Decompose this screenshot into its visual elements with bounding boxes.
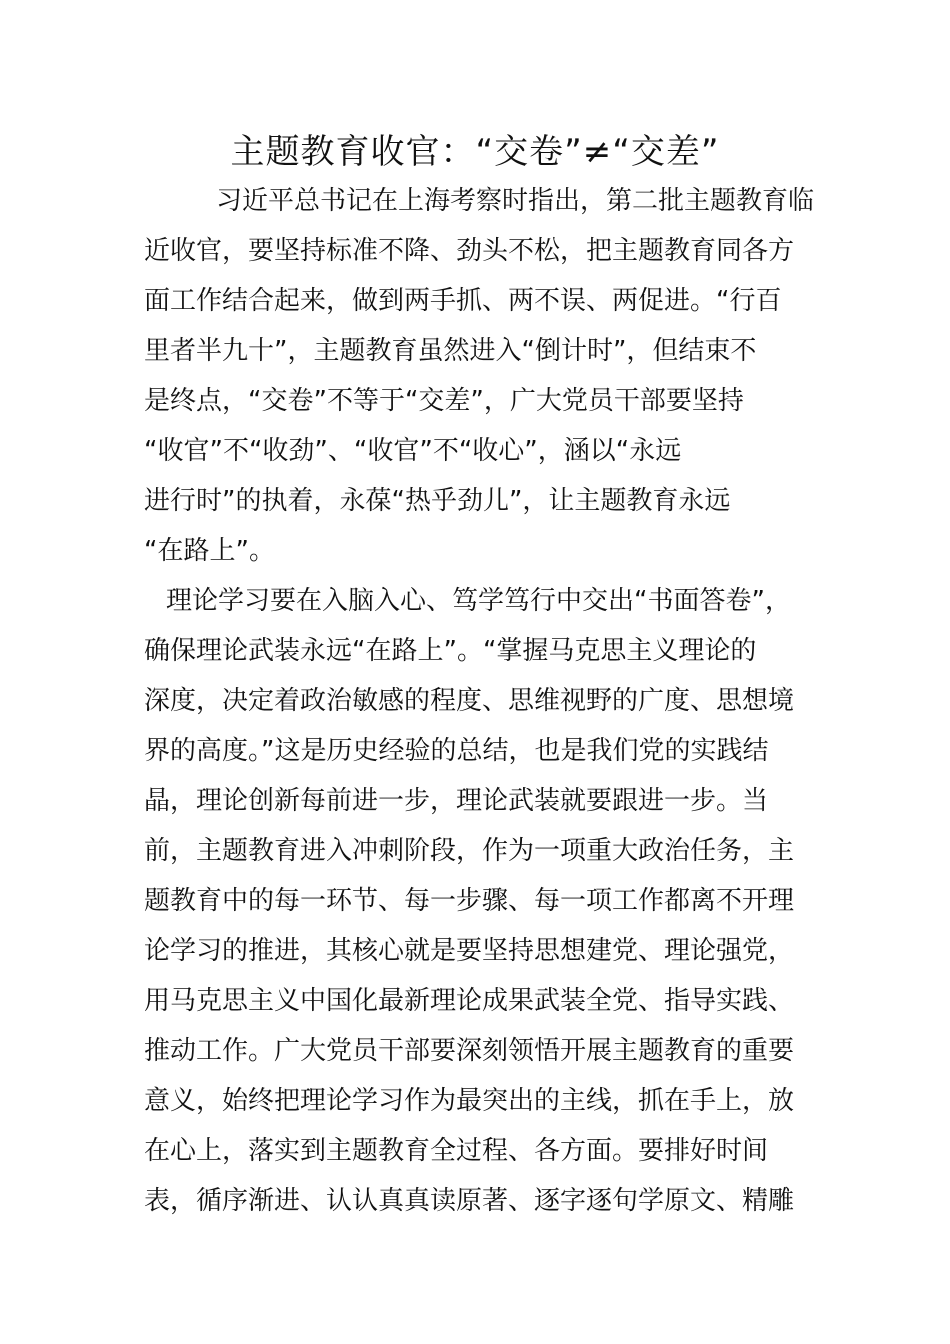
text-line: 里者半九十”，主题教育虽然进入“倒计时”，但结束不 bbox=[144, 336, 757, 366]
text-line: 在心上，落实到主题教育全过程、各方面。要排好时间 bbox=[144, 1136, 769, 1166]
text-line: 理论学习要在入脑入心、笃学笃行中交出“书面答卷”， bbox=[166, 586, 791, 616]
text-line: 用马克思主义中国化最新理论成果武装全党、指导实践、 bbox=[144, 986, 795, 1016]
text-line: 前，主题教育进入冲刺阶段，作为一项重大政治任务，主 bbox=[144, 836, 795, 866]
text-line: 深度，决定着政治敏感的程度、思维视野的广度、思想境 bbox=[144, 686, 795, 716]
text-line: 意义，始终把理论学习作为最突出的主线，抓在手上，放 bbox=[144, 1086, 795, 1116]
text-line: 近收官，要坚持标准不降、劲头不松，把主题教育同各方 bbox=[144, 236, 795, 266]
text-line: 论学习的推进，其核心就是要坚持思想建党、理论强党， bbox=[144, 936, 795, 966]
text-line: “收官”不“收劲”、“收官”不“收心”，涵以“永远 bbox=[144, 436, 682, 466]
text-line: 推动工作。广大党员干部要深刻领悟开展主题教育的重要 bbox=[144, 1036, 795, 1066]
paragraph-2 bbox=[144, 576, 808, 1226]
text-line: 是终点，“交卷”不等于“交差”，广大党员干部要坚持 bbox=[144, 386, 744, 416]
text-line: 确保理论武装永远“在路上”。“掌握马克思主义理论的 bbox=[144, 636, 757, 666]
text-line: 习近平总书记在上海考察时指出，第二批主题教育临 bbox=[216, 186, 815, 216]
text-line: 晶，理论创新每前进一步，理论武装就要跟进一步。当 bbox=[144, 786, 769, 816]
text-line: 进行时”的执着，永葆“热乎劲儿”，让主题教育永远 bbox=[144, 486, 731, 516]
text-line: “在路上”。 bbox=[144, 536, 275, 566]
text-line: 题教育中的每一环节、每一步骤、每一项工作都离不开理 bbox=[144, 886, 795, 916]
text-line: 界的高度。”这是历史经验的总结，也是我们党的实践结 bbox=[144, 736, 769, 766]
document-body bbox=[144, 176, 815, 1226]
paragraph-1 bbox=[144, 176, 815, 576]
text-line: 面工作结合起来，做到两手抓、两不误、两促进。“行百 bbox=[144, 286, 782, 316]
text-line: 表，循序渐进、认认真真读原著、逐字逐句学原文、精雕 bbox=[144, 1186, 795, 1216]
document-title: 主题教育收官：“交卷”≠“交差” bbox=[230, 132, 720, 172]
